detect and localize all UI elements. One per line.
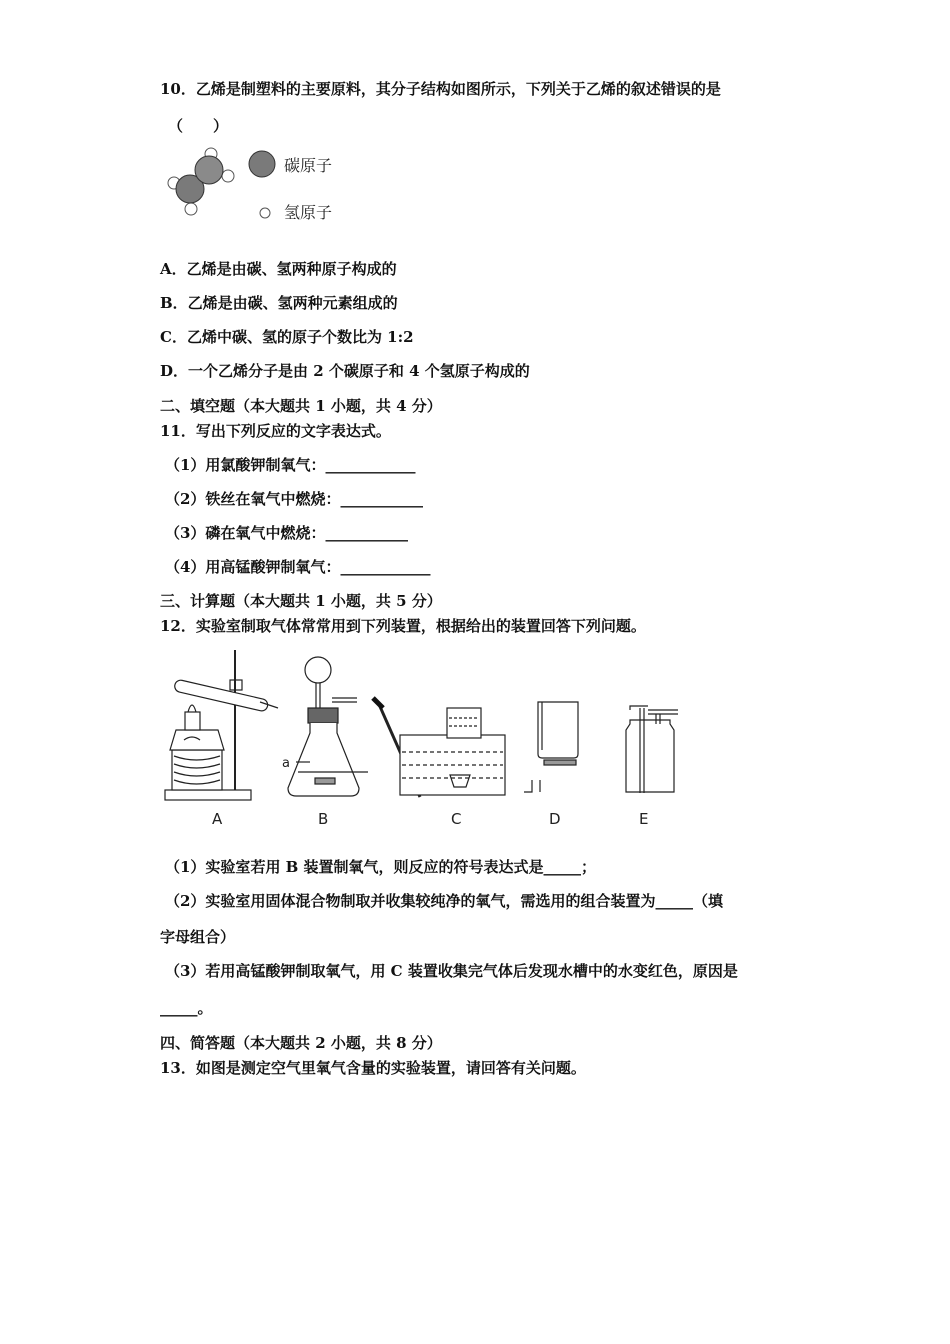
hydrogen-atom <box>185 203 197 215</box>
q10-answer-paren: （ ） <box>168 117 229 135</box>
label-a: a <box>282 756 290 771</box>
legend-carbon-label: 碳原子 <box>284 156 333 175</box>
q11-item-1: （1）用氯酸钾制氧气：____________ <box>165 456 416 474</box>
label-E: E <box>639 810 649 828</box>
q10-option-d: D．一个乙烯分子是由 2 个碳原子和 4 个氢原子构成的 <box>160 362 530 380</box>
q12-stem: 12．实验室制取气体常常用到下列装置，根据给出的装置回答下列问题。 <box>160 617 646 635</box>
q12-item-3-cont: _____。 <box>160 999 213 1017</box>
apparatus-a <box>165 650 278 800</box>
q11-item-2: （2）铁丝在氧气中燃烧：___________ <box>165 490 423 508</box>
q12-item-3: （3）若用高锰酸钾制取氧气，用 C 装置收集完气体后发现水槽中的水变红色，原因是 <box>165 962 738 980</box>
section-4-title: 四、简答题（本大题共 2 小题，共 8 分） <box>160 1034 442 1052</box>
q11-item-4: （4）用高锰酸钾制氧气：____________ <box>165 558 431 576</box>
q12-item-2: （2）实验室用固体混合物制取并收集较纯净的氧气，需选用的组合装置为_____（填 <box>165 892 723 910</box>
lab-apparatus-figure <box>160 640 720 835</box>
legend-hydrogen-label: 氢原子 <box>284 203 333 222</box>
q11-stem: 11．写出下列反应的文字表达式。 <box>160 422 391 440</box>
legend-hydrogen-icon <box>260 208 270 218</box>
q12-item-1: （1）实验室若用 B 装置制氧气，则反应的符号表达式是_____； <box>165 858 597 876</box>
apparatus-e <box>626 706 678 793</box>
label-B: B <box>318 810 329 828</box>
apparatus-c <box>373 698 505 797</box>
q10-stem: 10．乙烯是制塑料的主要原料，其分子结构如图所示，下列关于乙烯的叙述错误的是 <box>160 80 721 98</box>
carbon-atom <box>195 156 223 184</box>
label-C: C <box>451 810 462 828</box>
label-A: A <box>212 810 223 828</box>
q10-option-b: B．乙烯是由碳、氢两种元素组成的 <box>160 294 398 312</box>
q12-item-2-cont: 字母组合） <box>160 928 236 946</box>
section-2-title: 二、填空题（本大题共 1 小题，共 4 分） <box>160 397 442 415</box>
label-D: D <box>549 810 561 828</box>
hydrogen-atom <box>222 170 234 182</box>
q10-option-c: C．乙烯中碳、氢的原子个数比为 1:2 <box>160 328 414 346</box>
section-3-title: 三、计算题（本大题共 1 小题，共 5 分） <box>160 592 442 610</box>
legend-carbon-icon <box>249 151 275 177</box>
apparatus-b <box>282 657 368 796</box>
q13-stem: 13．如图是测定空气里氧气含量的实验装置，请回答有关问题。 <box>160 1059 586 1077</box>
apparatus-d <box>524 702 578 792</box>
q11-item-3: （3）磷在氧气中燃烧：___________ <box>165 524 408 542</box>
q10-option-a: A．乙烯是由碳、氢两种原子构成的 <box>160 260 397 278</box>
ethylene-molecule-figure <box>160 140 360 230</box>
